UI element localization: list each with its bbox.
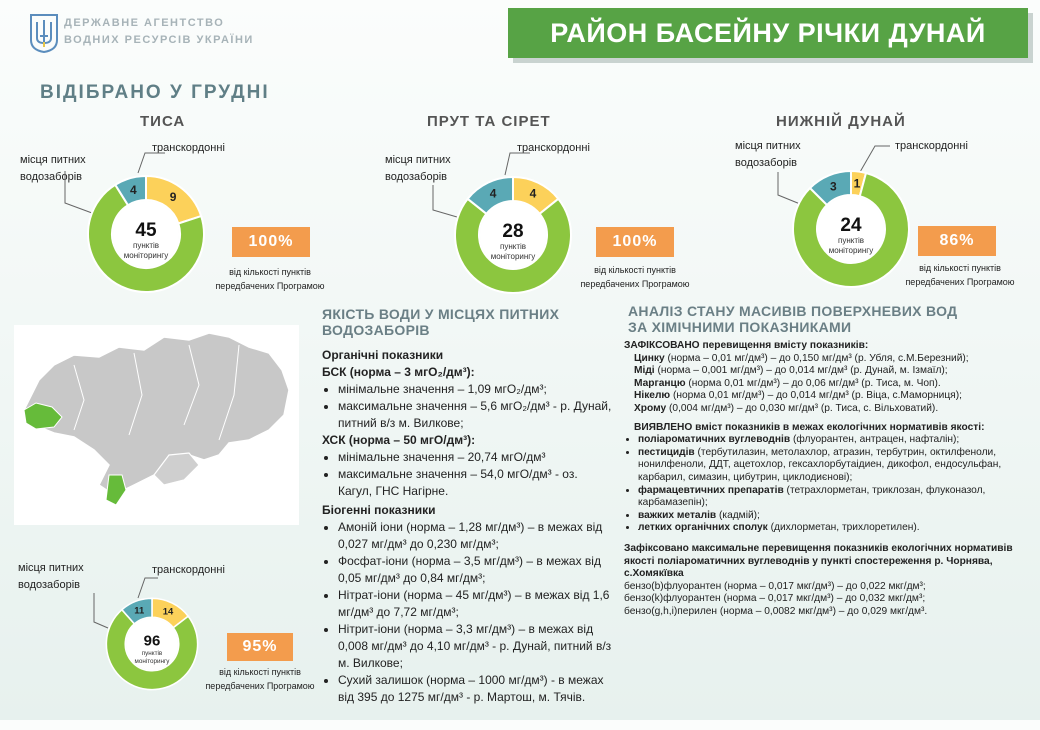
segment-value-label: 11 xyxy=(134,605,145,617)
max-item: бензо(g,h,i)перилен (норма – 0,0082 мкг/дм³) – до 0,029 мкг/дм³. xyxy=(624,605,928,617)
agency-line-1: ДЕРЖАВНЕ АГЕНТСТВО xyxy=(64,17,225,29)
donut-total: 28 xyxy=(502,221,524,242)
max-item: бензо(b)флуорантен (норма – 0,017 мкг/дм³) – до 0,022 мкг/дм³; xyxy=(624,580,926,592)
page-title: РАЙОН БАСЕЙНУ РІЧКИ ДУНАЙ xyxy=(508,8,1028,58)
analysis-title: АНАЛІЗ СТАНУ МАСИВІВ ПОВЕРХНЕВИХ ВОД ЗА ХІМІЧНИМИ ПОКАЗНИКАМИ xyxy=(628,303,958,335)
agency-name xyxy=(64,15,254,49)
exceed-item: Цинку (норма – 0,01 мг/дм³) – до 0,150 мг/дм³ (р. Убля, с.М.Березний); xyxy=(634,352,969,364)
donut-2-drinking-label: місця питних водозаборів xyxy=(385,154,451,183)
max-heading: Зафіксовано максимальне перевищення показників екологічних нормативів якості поліароматичних вуглеводнів у пункті спостереження р. Чорнява, с.Хомякївка xyxy=(624,542,1013,580)
segment-value-label: 14 xyxy=(162,606,174,618)
exceed-heading: ЗАФІКСОВАНО перевищення вмісту показників: xyxy=(624,340,869,351)
trident-emblem-icon xyxy=(28,12,60,54)
agency-line-2: ВОДНИХ РЕСУРСІВ УКРАЇНИ xyxy=(64,34,254,46)
donut-3-note: від кількості пунктів передбачених Програмою xyxy=(905,263,1015,287)
exceed-item: Нікелю (норма 0,01 мг/дм³) – до 0,014 мг/дм³ (р. Віца, с.Маморниця); xyxy=(634,390,962,402)
donut-2-transboundary-label: транскордонні xyxy=(517,142,590,154)
donut-4-drinking-label: місця питних водозаборів xyxy=(18,562,84,591)
found-list xyxy=(624,434,1020,535)
donut-total: 24 xyxy=(840,215,862,236)
organic-block xyxy=(322,347,614,500)
donut-4-note: від кількості пунктів передбачених Програмою xyxy=(205,667,315,691)
exceed-item: Міді (норма – 0,001 мг/дм³) – до 0,014 мг/дм³ (р. Дунай, м. Ізмаїл); xyxy=(634,365,948,377)
donut-unit-1: пунктів xyxy=(132,241,160,250)
xsk-list xyxy=(322,449,614,500)
biogenic-block xyxy=(322,502,614,706)
donut-unit-2: моніторингу xyxy=(123,251,169,260)
donut-unit-2: моніторингу xyxy=(134,657,170,665)
selected-title: ВІДІБРАНО У ГРУДНІ xyxy=(40,82,270,103)
donut-1-transboundary-label: транскордонні xyxy=(152,142,225,154)
found-item: • важких металів (кадмій); xyxy=(638,510,1020,523)
xsk-heading: ХСК (норма – 50 мгО/дм³): xyxy=(322,433,476,447)
exceed-list xyxy=(624,353,1020,416)
water-quality-title: ЯКІСТЬ ВОДИ У МІСЦЯХ ПИТНИХ ВОДОЗАБОРІВ xyxy=(322,306,560,338)
donut-unit-2: моніторингу xyxy=(490,252,536,261)
found-item: • пестицидів (тербутилазин, метолахлор, атразин, тербутрин, октилфеноли, нонилфеноли, ДДТ, ацетохлор, гексахлорбутаідиен, дикофол, ендосульфан, карбарил, симазин, цибутрин, циклодиєнові); xyxy=(638,447,1020,485)
segment-value-label: 9 xyxy=(169,189,177,204)
region-title-lower-danube: НИЖНІЙ ДУНАЙ xyxy=(776,113,906,130)
segment-value-label: 4 xyxy=(489,186,497,201)
found-item: • поліароматичних вуглеводнів (флуорантен, антрацен, нафталін); xyxy=(638,434,1020,447)
segment-value-label: 1 xyxy=(853,176,861,191)
donut-2-chart xyxy=(452,174,574,296)
donut-unit-1: пунктів xyxy=(499,242,527,251)
found-item: • фармацевтичних препаратів (тетрахлорметан, триклозан, флуконазол, карбамазепін); xyxy=(638,485,1020,510)
donut-1-drinking-label: місця питних водозаборів xyxy=(20,154,86,183)
region-title-tysa: ТИСА xyxy=(140,113,186,130)
list-item: • Сухий залишок (норма – 1000 мг/дм³) - в межах від 395 до 1275 мг/дм³ - р. Мартош, м. Тячів. xyxy=(338,672,614,706)
list-item: • максимальне значення – 54,0 мгО/дм³ - оз. Кагул, ГНС Нагірне. xyxy=(338,466,614,500)
list-item: • максимальне значення – 5,6 мгО₂/дм³ - р. Дунай, питний в/з м. Вилкове; xyxy=(338,398,614,432)
donut-4-percent: 95% xyxy=(227,633,293,661)
donut-2-percent: 100% xyxy=(596,227,674,257)
list-item: • Амоній іони (норма – 1,28 мг/дм³) – в межах від 0,027 мг/дм³ до 0,230 мг/дм³; xyxy=(338,519,614,553)
donut-total: 96 xyxy=(143,632,161,650)
donut-4-transboundary-label: транскордонні xyxy=(152,564,225,576)
segment-value-label: 3 xyxy=(830,179,837,194)
donut-3-percent: 86% xyxy=(918,226,996,256)
list-item: • мінімальне значення – 20,74 мгО/дм³ xyxy=(338,449,614,466)
list-item: • Нітрит-іони (норма – 3,3 мг/дм³) – в межах від 0,008 мг/дм³ до 4,10 мг/дм³ - р. Дунай, питний в/з м. Вилкове; xyxy=(338,621,614,672)
segment-value-label: 4 xyxy=(529,186,537,201)
donut-unit-2: моніторингу xyxy=(828,246,874,255)
bsk-list xyxy=(322,381,614,432)
donut-total: 45 xyxy=(135,220,157,241)
biogenic-heading: Біогенні показники xyxy=(322,503,436,517)
donut-4-chart xyxy=(104,596,200,692)
list-item: • мінімальне значення – 1,09 мгО₂/дм³; xyxy=(338,381,614,398)
list-item: • Нітрат-іони (норма – 45 мг/дм³) – в межах від 1,6 мг/дм³ до 7,72 мг/дм³; xyxy=(338,587,614,621)
donut-2-note: від кількості пунктів передбачених Програмою xyxy=(580,265,690,289)
exceed-item: Хрому (0,004 мг/дм³) – до 0,030 мг/дм³ (р. Тиса, с. Вільховатий). xyxy=(634,402,939,414)
region-title-prut: ПРУТ ТА СІРЕТ xyxy=(427,113,551,130)
found-item: • летких органічних сполук (дихлорметан, трихлоретилен). xyxy=(638,522,1020,535)
list-item: • Фосфат-іони (норма – 3,5 мг/дм³) – в межах від 0,05 мг/дм³ до 0,84 мг/дм³; xyxy=(338,553,614,587)
bsk-heading: БСК (норма – 3 мгО₂/дм³): xyxy=(322,365,475,379)
donut-1-percent: 100% xyxy=(232,227,310,257)
segment-value-label: 4 xyxy=(129,182,137,197)
max-list xyxy=(624,581,1020,619)
donut-3-transboundary-label: транскордонні xyxy=(895,140,968,152)
exceed-item: Марганцю (норма 0,01 мг/дм³) – до 0,06 мг/дм³ (р. Тиса, м. Чоп). xyxy=(634,377,941,389)
max-item: бензо(k)флуорантен (норма – 0,017 мкг/дм³) – до 0,032 мкг/дм³; xyxy=(624,593,926,605)
donut-1-chart xyxy=(85,173,207,295)
donut-unit-1: пунктів xyxy=(837,236,865,245)
donut-3-drinking-label: місця питних водозаборів xyxy=(735,140,801,169)
organic-heading: Органічні показники xyxy=(322,348,444,362)
biogenic-list xyxy=(322,519,614,706)
ukraine-map xyxy=(14,325,299,525)
found-heading: ВИЯВЛЕНО вміст показників в межах екологічних нормативів якості: xyxy=(634,421,985,433)
donut-3-chart xyxy=(790,168,912,290)
analysis-block xyxy=(624,340,1020,618)
donut-unit-1: пунктів xyxy=(141,650,163,658)
donut-1-note: від кількості пунктів передбачених Програмою xyxy=(215,267,325,291)
